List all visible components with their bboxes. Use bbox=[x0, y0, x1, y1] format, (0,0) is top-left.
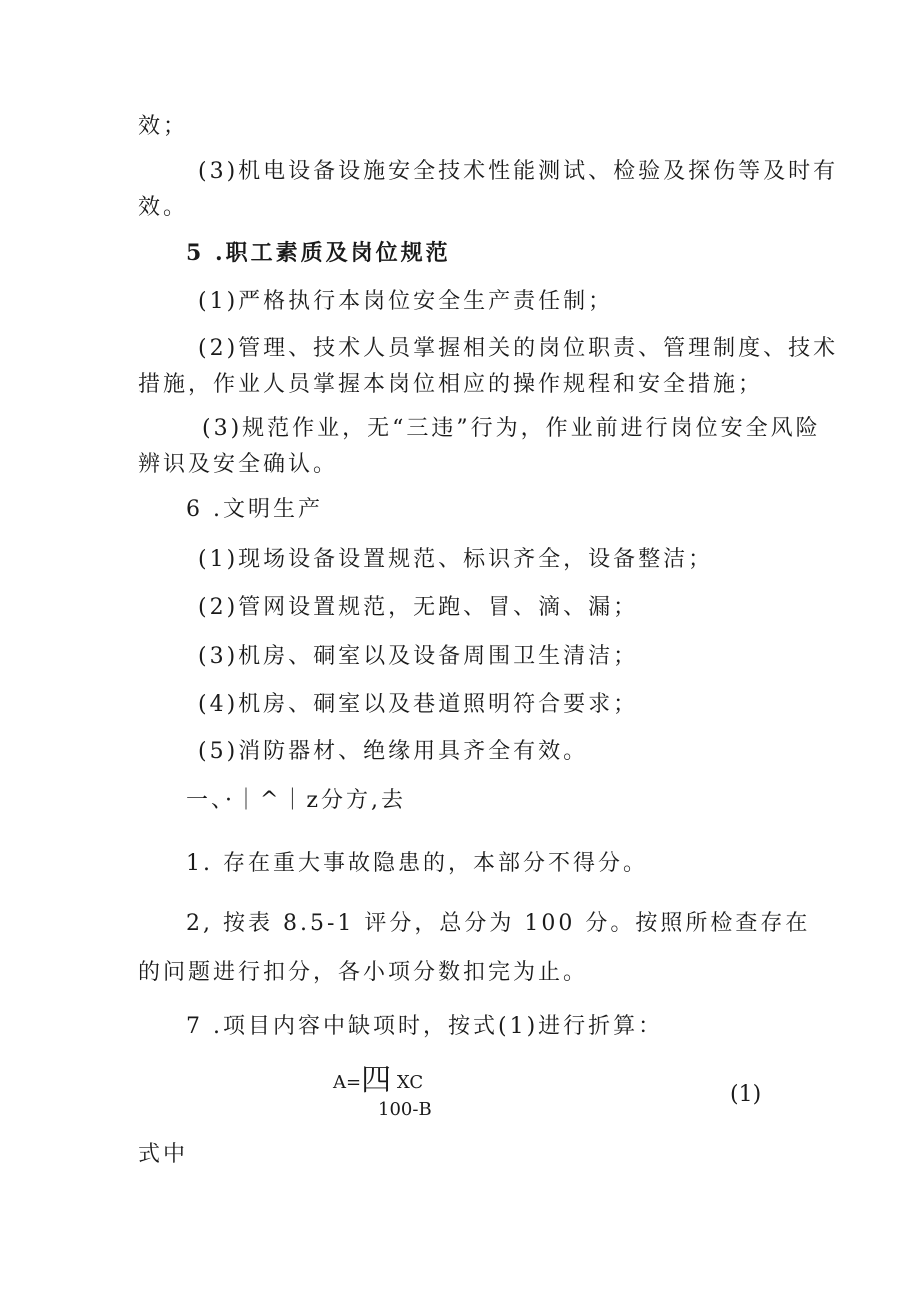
section-heading: 5 .职工素质及岗位规范 bbox=[186, 240, 451, 266]
text-line: 1. 存在重大事故隐患的，本部分不得分。 bbox=[186, 851, 648, 876]
text-line: (4)机房、硐室以及巷道照明符合要求； bbox=[198, 692, 639, 717]
equation-number: (1) bbox=[730, 1082, 762, 1107]
text-line: (3)机房、硐室以及设备周围卫生清洁； bbox=[198, 644, 639, 669]
text-line: (3)机电设备设施安全技术性能测试、检验及探伤等及时有 bbox=[198, 159, 839, 184]
text-line: (1)严格执行本岗位安全生产责任制； bbox=[198, 289, 614, 314]
formula-rhs: XC bbox=[396, 1072, 424, 1093]
text-line: (2)管理、技术人员掌握相关的岗位职责、管理制度、技术 bbox=[198, 336, 839, 361]
formula-numerator bbox=[333, 1064, 423, 1098]
text-line: 2, 按表 8.5-1 评分，总分为 100 分。按照所检查存在 bbox=[186, 911, 811, 936]
text-line: 效； bbox=[138, 114, 189, 139]
text-line: 式中 bbox=[138, 1142, 189, 1167]
text-line: 辨识及安全确认。 bbox=[138, 452, 339, 477]
formula-lhs: A= bbox=[333, 1072, 362, 1093]
section-heading: 一、·｜^｜z分方,去 bbox=[186, 788, 407, 813]
text-line: 7 .项目内容中缺项时，按式(1)进行折算： bbox=[186, 1014, 664, 1039]
formula-glyph: 四 bbox=[361, 1063, 392, 1098]
text-line: (5)消防器材、绝缘用具齐全有效。 bbox=[198, 739, 589, 764]
text-line: (1)现场设备设置规范、标识齐全，设备整洁； bbox=[198, 547, 714, 572]
text-line: (2)管网设置规范，无跑、冒、滴、漏； bbox=[198, 595, 639, 620]
text-line: (3)规范作业，无“三违”行为，作业前进行岗位安全风险 bbox=[202, 416, 821, 441]
text-line: 措施，作业人员掌握本岗位相应的操作规程和安全措施； bbox=[138, 372, 764, 397]
formula-denominator: 100-B bbox=[378, 1099, 432, 1120]
text-line: 的问题进行扣分，各小项分数扣完为止。 bbox=[138, 960, 589, 985]
text-line: 效。 bbox=[138, 195, 189, 220]
section-heading: 6 .文明生产 bbox=[186, 497, 323, 522]
